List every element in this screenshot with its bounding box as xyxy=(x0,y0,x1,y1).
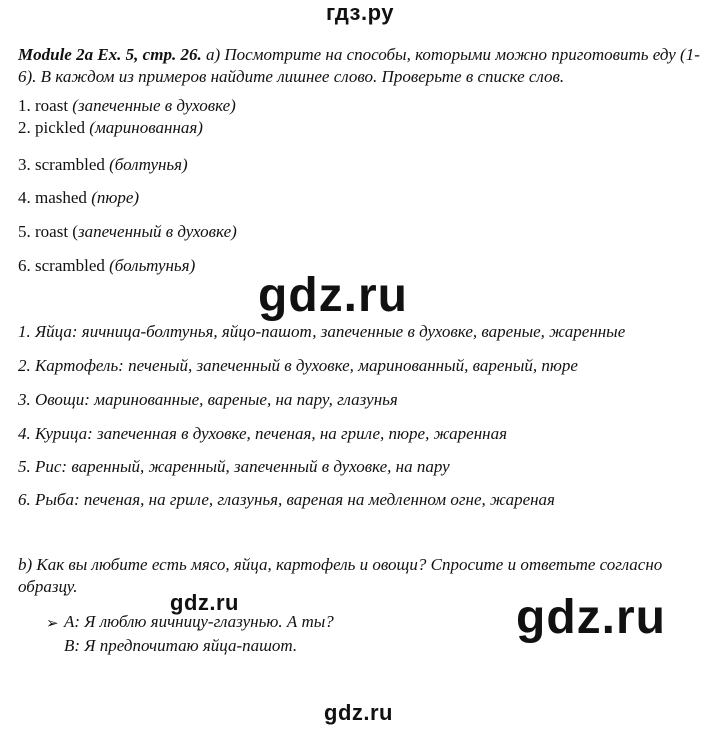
arrow-bullet-icon: ➢ xyxy=(46,616,59,632)
answer-line: 1. Яйца: яичница-болтунья, яйцо-пашот, запеченные в духовке, вареные, жаренные xyxy=(18,322,626,341)
item-translation: (пюре) xyxy=(91,188,140,207)
watermark: gdz.ru xyxy=(516,591,666,644)
answer-line: 4. Курица: запеченная в духовке, печеная, на гриле, пюре, жаренная xyxy=(18,424,507,443)
item-word: scrambled xyxy=(35,256,105,275)
item-word: roast ( xyxy=(35,222,78,241)
watermark: gdz.ru xyxy=(258,269,408,322)
dialog-line-b: В: Я предпочитаю яйца-пашот. xyxy=(64,636,298,655)
item-translation: запеченный в духовке) xyxy=(77,222,237,241)
watermark: gdz.ru xyxy=(170,590,239,615)
item-word: mashed xyxy=(35,188,87,207)
task-intro xyxy=(18,44,708,88)
item-number: 4. xyxy=(18,188,31,207)
list-item xyxy=(18,222,237,242)
item-number: 2. xyxy=(18,118,31,137)
item-translation: (запеченные в духовке) xyxy=(72,96,236,115)
list-item xyxy=(18,96,236,116)
item-number: 5. xyxy=(18,222,31,241)
list-item xyxy=(18,155,188,175)
item-translation: (маринованная) xyxy=(89,118,203,137)
site-header: гдз.ру xyxy=(326,0,394,25)
item-translation: (больтунья) xyxy=(109,256,196,275)
item-word: pickled xyxy=(35,118,86,137)
part-b-prompt: b) Как вы любите есть мясо, яйца, картофель и овощи? Спросите и ответьте согласно образцу. xyxy=(18,555,663,596)
item-number: 1. xyxy=(18,96,31,115)
dialog-line-a: А: Я люблю яичницу-глазунью. А ты? xyxy=(64,612,334,631)
item-number: 6. xyxy=(18,256,31,275)
answer-line: 3. Овощи: маринованные, вареные, на пару, глазунья xyxy=(18,390,398,409)
list-item xyxy=(18,188,139,208)
item-number: 3. xyxy=(18,155,31,174)
item-translation: (болтунья) xyxy=(109,155,188,174)
task-label: Module 2a Ex. 5, стр. 26. xyxy=(18,45,202,64)
list-item xyxy=(18,256,195,276)
task-text: а) Посмотрите на способы, которыми можно приготовить еду (1-6). В каждом из примеров найдите лишнее слово. Проверьте в списке слов. xyxy=(18,45,700,86)
answer-line: 6. Рыба: печеная, на гриле, глазунья, вареная на медленном огне, жареная xyxy=(18,490,555,509)
item-word: scrambled xyxy=(35,155,105,174)
list-item xyxy=(18,118,203,138)
watermark: gdz.ru xyxy=(324,700,393,725)
answer-line: 2. Картофель: печеный, запеченный в духовке, маринованный, вареный, пюре xyxy=(18,356,578,375)
item-word: roast xyxy=(35,96,69,115)
answer-line: 5. Рис: варенный, жаренный, запеченный в духовке, на пару xyxy=(18,457,450,476)
